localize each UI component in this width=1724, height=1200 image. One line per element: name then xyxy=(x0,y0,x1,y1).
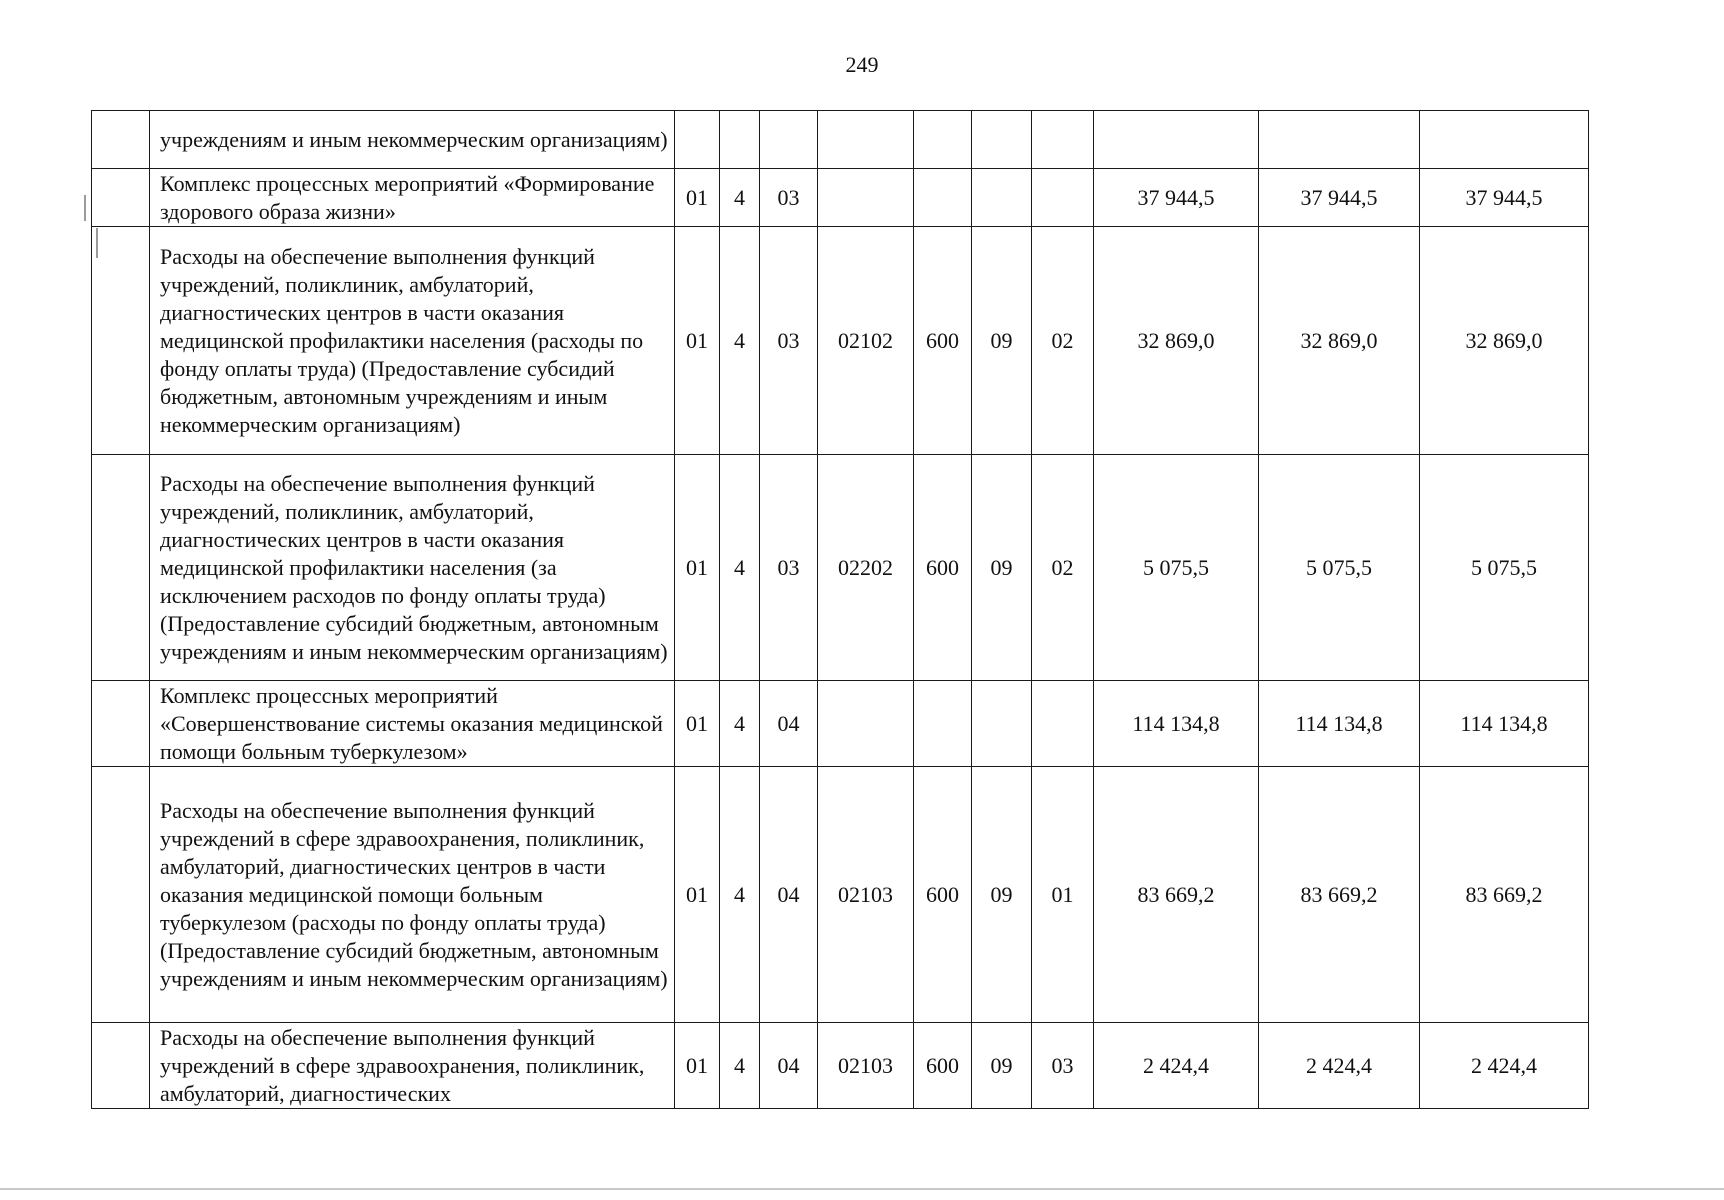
code-cell xyxy=(1032,681,1094,767)
amount-cell: 83 669,2 xyxy=(1420,767,1589,1023)
scan-margin-mark xyxy=(84,195,86,221)
code-cell: 03 xyxy=(760,227,818,455)
amount-cell xyxy=(1420,111,1589,169)
code-cell: 02202 xyxy=(818,455,914,681)
amount-cell: 5 075,5 xyxy=(1259,455,1420,681)
row-index-cell xyxy=(92,169,150,227)
amount-cell: 37 944,5 xyxy=(1259,169,1420,227)
amount-cell: 114 134,8 xyxy=(1094,681,1259,767)
code-cell xyxy=(1032,169,1094,227)
code-cell xyxy=(818,169,914,227)
code-cell: 02102 xyxy=(818,227,914,455)
description-cell: Расходы на обеспечение выполнения функций учреждений, поликлиник, амбулаторий, диагностических центров в части оказания медицинской профилактики населения (расходы по фонду оплаты труда) (Предоставление субсидий бюджетным, автономным учреждениям и иным некоммерческим организациям) xyxy=(150,227,675,455)
page-number: 249 xyxy=(845,52,879,77)
description-cell: Комплекс процессных мероприятий «Совершенствование системы оказания медицинской помощи больным туберкулезом» xyxy=(150,681,675,767)
amount-cell xyxy=(1259,111,1420,169)
table-row xyxy=(92,767,1589,1023)
table-row xyxy=(92,169,1589,227)
amount-cell: 32 869,0 xyxy=(1094,227,1259,455)
code-cell: 01 xyxy=(675,227,720,455)
amount-cell: 114 134,8 xyxy=(1420,681,1589,767)
row-index-cell xyxy=(92,767,150,1023)
table-row xyxy=(92,681,1589,767)
amount-cell: 32 869,0 xyxy=(1420,227,1589,455)
code-cell: 02103 xyxy=(818,1023,914,1109)
code-cell xyxy=(675,111,720,169)
code-cell xyxy=(818,111,914,169)
code-cell xyxy=(760,111,818,169)
code-cell xyxy=(818,681,914,767)
code-cell: 600 xyxy=(914,227,972,455)
code-cell xyxy=(972,169,1032,227)
table-row xyxy=(92,111,1589,169)
row-index-cell xyxy=(92,111,150,169)
amount-cell: 37 944,5 xyxy=(1420,169,1589,227)
code-cell: 03 xyxy=(760,169,818,227)
code-cell: 4 xyxy=(720,767,760,1023)
code-cell: 02103 xyxy=(818,767,914,1023)
code-cell: 4 xyxy=(720,1023,760,1109)
table-row xyxy=(92,1023,1589,1109)
code-cell: 04 xyxy=(760,1023,818,1109)
row-index-cell xyxy=(92,455,150,681)
code-cell: 01 xyxy=(675,767,720,1023)
amount-cell: 83 669,2 xyxy=(1094,767,1259,1023)
description-cell: Расходы на обеспечение выполнения функций учреждений в сфере здравоохранения, поликлиник, амбулаторий, диагностических xyxy=(150,1023,675,1109)
code-cell: 02 xyxy=(1032,227,1094,455)
code-cell: 09 xyxy=(972,455,1032,681)
code-cell xyxy=(972,681,1032,767)
row-index-cell xyxy=(92,227,150,455)
amount-cell: 2 424,4 xyxy=(1259,1023,1420,1109)
scan-edge-line xyxy=(0,1188,1724,1190)
amount-cell: 32 869,0 xyxy=(1259,227,1420,455)
code-cell xyxy=(1032,111,1094,169)
amount-cell: 5 075,5 xyxy=(1420,455,1589,681)
code-cell: 03 xyxy=(1032,1023,1094,1109)
code-cell: 4 xyxy=(720,227,760,455)
code-cell: 04 xyxy=(760,681,818,767)
amount-cell: 114 134,8 xyxy=(1259,681,1420,767)
code-cell: 4 xyxy=(720,169,760,227)
code-cell xyxy=(720,111,760,169)
code-cell: 01 xyxy=(675,455,720,681)
table-row xyxy=(92,227,1589,455)
amount-cell: 5 075,5 xyxy=(1094,455,1259,681)
code-cell: 04 xyxy=(760,767,818,1023)
description-cell: Расходы на обеспечение выполнения функций учреждений в сфере здравоохранения, поликлиник, амбулаторий, диагностических центров в части оказания медицинской помощи больным туберкулезом (расходы по фонду оплаты труда) (Предоставление субсидий бюджетным, автономным учреждениям и иным некоммерческим организациям) xyxy=(150,767,675,1023)
code-cell: 02 xyxy=(1032,455,1094,681)
code-cell: 01 xyxy=(1032,767,1094,1023)
code-cell: 600 xyxy=(914,767,972,1023)
code-cell xyxy=(972,111,1032,169)
amount-cell: 37 944,5 xyxy=(1094,169,1259,227)
row-index-cell xyxy=(92,681,150,767)
amount-cell: 2 424,4 xyxy=(1094,1023,1259,1109)
amount-cell: 2 424,4 xyxy=(1420,1023,1589,1109)
code-cell: 600 xyxy=(914,455,972,681)
code-cell: 09 xyxy=(972,1023,1032,1109)
amount-cell: 83 669,2 xyxy=(1259,767,1420,1023)
code-cell xyxy=(914,681,972,767)
code-cell: 4 xyxy=(720,455,760,681)
code-cell: 01 xyxy=(675,1023,720,1109)
description-cell: учреждениям и иным некоммерческим организациям) xyxy=(150,111,675,169)
code-cell: 01 xyxy=(675,681,720,767)
budget-table xyxy=(91,110,1589,1109)
row-index-cell xyxy=(92,1023,150,1109)
description-cell: Комплекс процессных мероприятий «Формирование здорового образа жизни» xyxy=(150,169,675,227)
amount-cell xyxy=(1094,111,1259,169)
scan-margin-mark xyxy=(96,228,98,258)
description-cell: Расходы на обеспечение выполнения функций учреждений, поликлиник, амбулаторий, диагностических центров в части оказания медицинской профилактики населения (за исключением расходов по фонду оплаты труда) (Предоставление субсидий бюджетным, автономным учреждениям и иным некоммерческим организациям) xyxy=(150,455,675,681)
code-cell xyxy=(914,169,972,227)
table-row xyxy=(92,455,1589,681)
code-cell: 03 xyxy=(760,455,818,681)
code-cell: 09 xyxy=(972,767,1032,1023)
code-cell xyxy=(914,111,972,169)
code-cell: 01 xyxy=(675,169,720,227)
code-cell: 09 xyxy=(972,227,1032,455)
code-cell: 4 xyxy=(720,681,760,767)
code-cell: 600 xyxy=(914,1023,972,1109)
